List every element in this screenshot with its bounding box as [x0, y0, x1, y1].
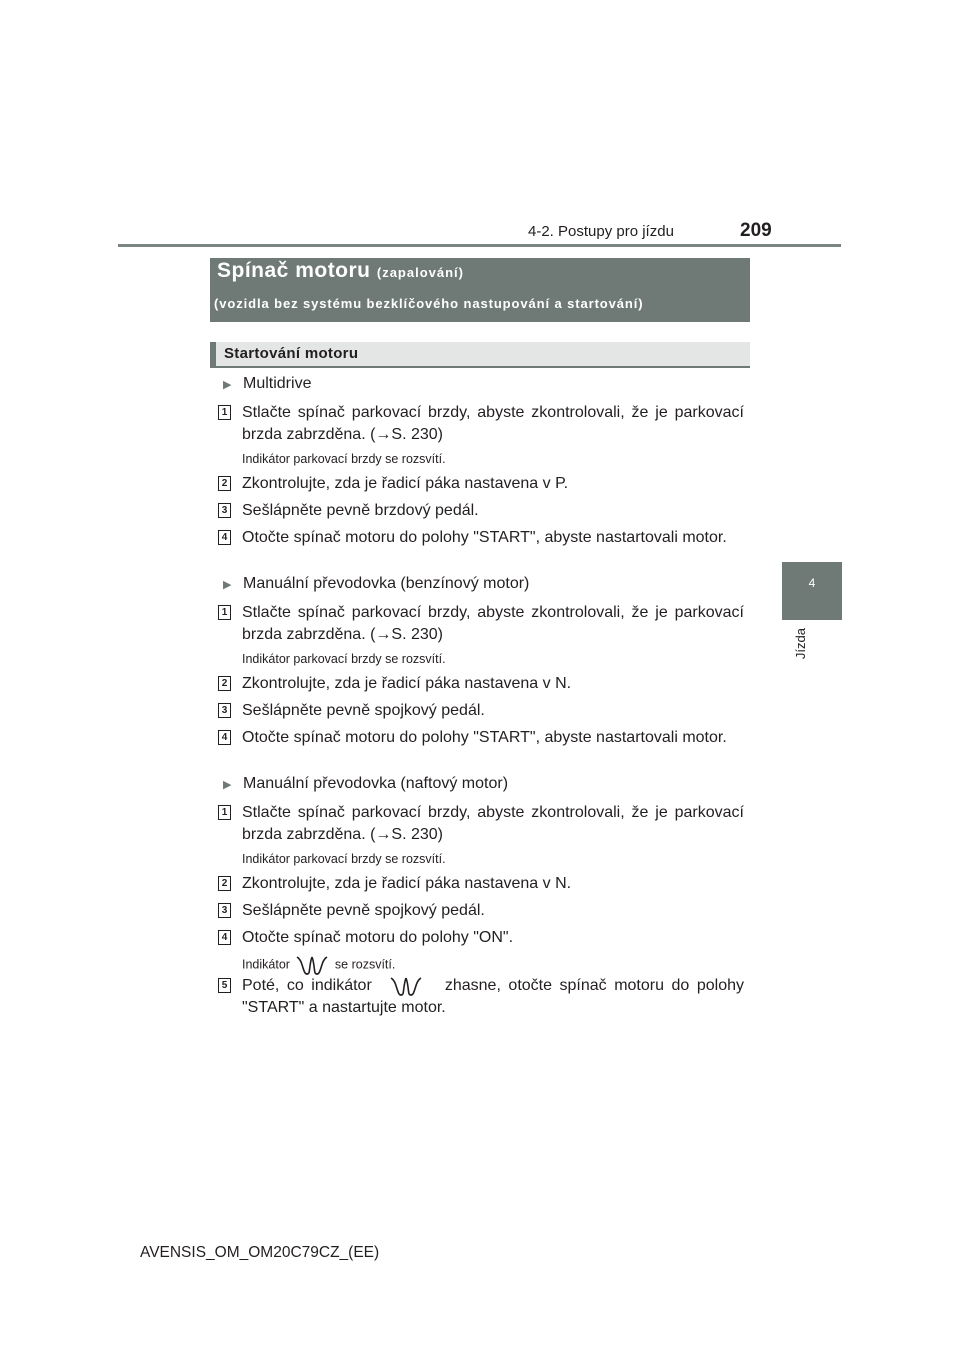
group-label: Multidrive: [243, 375, 312, 392]
step-number: 2: [218, 476, 231, 491]
triangle-bullet-icon: ▶: [223, 779, 232, 791]
step-text: Stlačte spínač parkovací brzdy, abyste zkontrolovali, že je parkovací brzda zabrzděna. (→S. 230): [242, 404, 744, 443]
step-number: 4: [218, 530, 231, 545]
step-number: 1: [218, 605, 231, 620]
step-text: Sešlápněte pevně brzdový pedál.: [242, 502, 479, 519]
step-text: Zkontrolujte, zda je řadicí páka nastavena v N.: [242, 675, 572, 692]
step-text: Stlačte spínač parkovací brzdy, abyste zkontrolovali, že je parkovací brzda zabrzděna. (→S. 230): [242, 804, 744, 843]
note-text-before: Indikátor: [242, 957, 290, 972]
step-number: 3: [218, 903, 231, 918]
step-text: Otočte spínač motoru do polohy "START", abyste nastartovali motor.: [242, 529, 727, 546]
page-title-suffix: (zapalování): [376, 265, 464, 280]
step-text: Zkontrolujte, zda je řadicí páka nastavena v N.: [242, 875, 572, 892]
page-number: 209: [740, 220, 772, 241]
step-note: Indikátor parkovací brzdy se rozsvítí.: [242, 652, 446, 666]
subsection-title: Startování motoru: [224, 345, 359, 362]
triangle-bullet-icon: ▶: [223, 379, 232, 391]
header-divider: [118, 244, 841, 247]
step-text: Otočte spínač motoru do polohy "ON".: [242, 929, 514, 946]
page-title-box: [210, 258, 750, 322]
step-note: Indikátor parkovací brzdy se rozsvítí.: [242, 452, 446, 466]
step-text: Sešlápněte pevně spojkový pedál.: [242, 702, 485, 719]
step-text-before: Poté, co indikátor: [242, 977, 372, 995]
chapter-number: 4: [808, 576, 816, 590]
chapter-tab: [782, 562, 842, 620]
subsection-box: [210, 342, 750, 368]
footer-doc-id: AVENSIS_OM_OM20C79CZ_(EE): [140, 1244, 380, 1261]
page-title-main: Spínač motoru: [217, 259, 371, 282]
group-label: Manuální převodovka (naftový motor): [243, 775, 509, 792]
glow-plug-icon: [293, 954, 331, 976]
step-number: 1: [218, 805, 231, 820]
chapter-title: Jízda: [793, 628, 808, 660]
group-heading: [223, 775, 508, 793]
step-text: Stlačte spínač parkovací brzdy, abyste zkontrolovali, že je parkovací brzda zabrzděna. (→S. 230): [242, 604, 744, 643]
triangle-bullet-icon: ▶: [223, 579, 232, 591]
step-number: 2: [218, 876, 231, 891]
step-text: [242, 975, 744, 1019]
step-text: Sešlápněte pevně spojkový pedál.: [242, 902, 485, 919]
step-note: Indikátor parkovací brzdy se rozsvítí.: [242, 852, 446, 866]
step-text-after: zhasne, otočte spínač motoru do polohy "START" a nastartujte motor.: [242, 977, 745, 1017]
step-number: 3: [218, 503, 231, 518]
step-number: 3: [218, 703, 231, 718]
glow-plug-icon: [383, 975, 433, 997]
page-title: [217, 259, 464, 283]
group-heading: [223, 375, 311, 393]
section-title: 4-2. Postupy pro jízdu: [528, 223, 674, 240]
step-text: Zkontrolujte, zda je řadicí páka nastavena v P.: [242, 475, 569, 492]
step-text: Otočte spínač motoru do polohy "START", abyste nastartovali motor.: [242, 729, 727, 746]
step-number: 1: [218, 405, 231, 420]
step-number: 4: [218, 930, 231, 945]
step-number: 2: [218, 676, 231, 691]
group-heading: [223, 575, 529, 593]
step-number: 4: [218, 730, 231, 745]
group-label: Manuální převodovka (benzínový motor): [243, 575, 530, 592]
step-note: [242, 954, 395, 976]
page-subtitle: (vozidla bez systému bezklíčového nastupování a startování): [214, 296, 644, 311]
note-text-after: se rozsvítí.: [334, 957, 396, 972]
step-number: 5: [218, 978, 231, 993]
